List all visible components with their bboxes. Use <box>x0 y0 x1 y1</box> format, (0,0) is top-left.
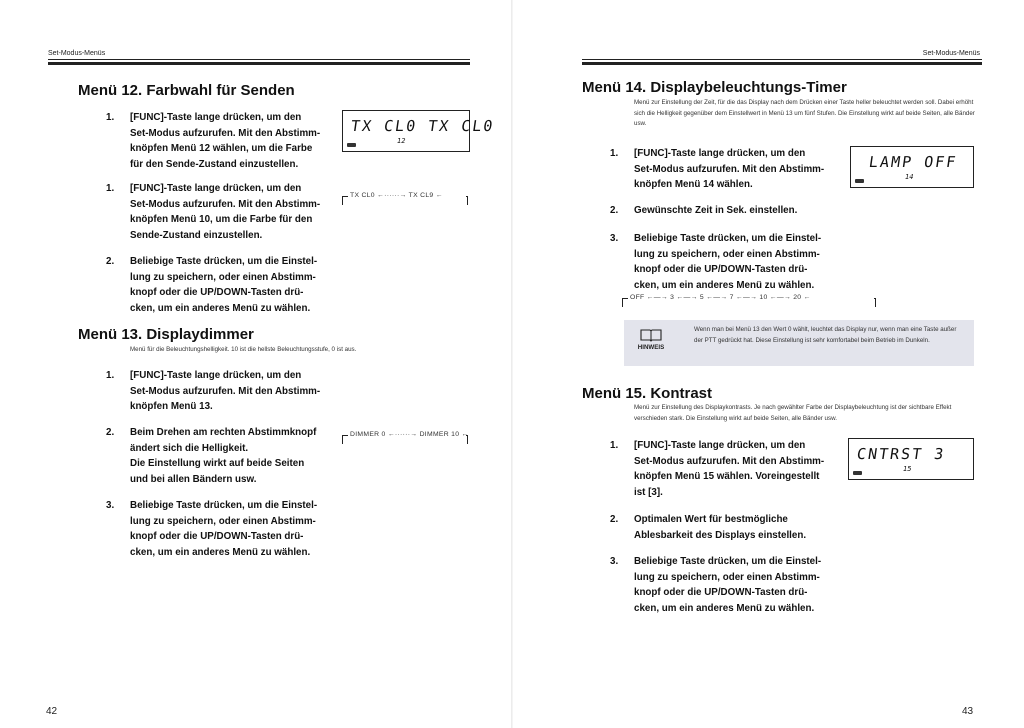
menu15-description: Menü zur Einstellung des Displaykontrasts. Je nach gewählter Farbe der Displaybeleuchtung ist der sichtbare Effekt verschieden stark. Die Einstellung wirkt auf beide Seiten, alle Bänder usw. <box>634 404 952 422</box>
step-text: [FUNC]-Taste lange drücken, um den Set-Modus aufzurufen. Mit den Abstimm- knöpfen Menü 13. <box>130 370 321 413</box>
header-rule-thin <box>582 59 982 60</box>
step-number: 2. <box>610 205 619 216</box>
sequence-bracket-right <box>875 298 876 307</box>
menu14-title: Menü 14. Displaybeleuchtungs-Timer <box>582 79 847 96</box>
page-number: 42 <box>46 706 58 717</box>
menu13-description: Menü für die Beleuchtungshelligkeit. 10 ist die hellste Beleuchtungsstufe, 0 ist aus. <box>130 346 357 353</box>
lcd-menu-number: 14 <box>905 173 914 181</box>
book-icon <box>640 328 662 342</box>
sequence-label: OFF ←—→ 3 ←—→ 5 ←—→ 7 ←—→ 10 ←—→ 20 ← <box>628 294 874 301</box>
step-text: Beliebige Taste drücken, um die Einstel- lung zu speichern, oder einen Abstimm- knopf oder die UP/DOWN-Tasten drü- cken, um ein anderes Menü zu wählen. <box>634 556 822 614</box>
sequence-label: TX CL0 ←······→ TX CL9 ← <box>348 192 466 199</box>
step-number: 2. <box>610 514 619 525</box>
step-number: 1. <box>106 112 115 123</box>
running-head: Set-Modus-Menüs <box>48 50 106 57</box>
step-text: [FUNC]-Taste lange drücken, um den Set-Modus aufzurufen. Mit den Abstimm- knöpfen Menü 10, um die Farbe für den Sende-Zustand einzustellen. <box>130 183 321 241</box>
step-text: [FUNC]-Taste lange drücken, um den Set-Modus aufzurufen. Mit den Abstimm- knöpfen Menü 15 wählen. Voreingestellt ist [3]. <box>634 440 825 498</box>
step-number: 2. <box>106 427 115 438</box>
step-number: 3. <box>610 556 619 567</box>
step-number: 1. <box>106 183 115 194</box>
sequence-label: DIMMER 0 ←······→ DIMMER 10 ← <box>350 431 469 438</box>
lcd-display-menu15 <box>848 438 974 480</box>
menu13-title: Menü 13. Displaydimmer <box>78 326 254 343</box>
menu12-value-sequence <box>342 192 468 202</box>
step-number: 1. <box>106 370 115 381</box>
step-text: Gewünschte Zeit in Sek. einstellen. <box>634 205 798 216</box>
step-text: Optimalen Wert für bestmögliche Ablesbarkeit des Displays einstellen. <box>634 514 807 541</box>
menu13-value-sequence <box>342 431 468 441</box>
step-number: 3. <box>106 500 115 511</box>
step-number: 1. <box>610 148 619 159</box>
hint-text: Wenn man bei Menü 13 den Wert 0 wählt, leuchtet das Display nur, wenn man eine Taste außer der PTT gedrückt hat. Diese Einstellung ist sehr komfortabel beim Betrieb im Dunkeln. <box>694 326 957 344</box>
running-head: Set-Modus-Menüs <box>922 50 980 57</box>
sequence-bracket-right <box>467 196 468 205</box>
step-number: 1. <box>610 440 619 451</box>
hint-label: HINWEIS <box>637 344 665 351</box>
lcd-menu-number: 15 <box>903 465 912 473</box>
step-text: [FUNC]-Taste lange drücken, um den Set-Modus aufzurufen. Mit den Abstimm- knöpfen Menü 14 wählen. <box>634 148 825 191</box>
step-text: Beliebige Taste drücken, um die Einstel- lung zu speichern, oder einen Abstimm- knopf oder die UP/DOWN-Tasten drü- cken, um ein anderes Menü zu wählen. <box>634 233 822 291</box>
hint-box <box>624 320 974 366</box>
lcd-menu-number: 12 <box>397 137 406 145</box>
sequence-bracket-left <box>622 298 623 307</box>
right-page <box>512 0 1024 728</box>
step-text: [FUNC]-Taste lange drücken, um den Set-Modus aufzurufen. Mit den Abstimm- knöpfen Menü 12 wählen, um die Farbe für den Sende-Zustand einzustellen. <box>130 112 321 170</box>
step-number: 3. <box>610 233 619 244</box>
header-rule-thin <box>48 59 470 60</box>
lcd-display-menu14 <box>850 146 974 188</box>
lcd-indicator-icon <box>853 471 862 475</box>
lcd-main-text: TX CL0 TX CL0 <box>349 117 496 135</box>
header-rule-thick <box>48 62 470 65</box>
menu12-title: Menü 12. Farbwahl für Senden <box>78 82 295 99</box>
lcd-main-text: CNTRST 3 <box>855 445 947 463</box>
step-text: Beliebige Taste drücken, um die Einstel- lung zu speichern, oder einen Abstimm- knopf oder die UP/DOWN-Tasten drü- cken, um ein anderes Menü zu wählen. <box>130 256 318 314</box>
step-text: Beim Drehen am rechten Abstimmknopf ändert sich die Helligkeit. Die Einstellung wirkt auf beide Seiten und bei allen Bändern usw. <box>130 427 317 485</box>
lcd-indicator-icon <box>855 179 864 183</box>
sequence-bracket-left <box>342 196 343 205</box>
header-rule-thick <box>582 62 982 65</box>
page-number: 43 <box>962 706 974 717</box>
menu14-description: Menü zur Einstellung der Zeit, für die das Display nach dem Drücken einer Taste heller beleuchtet werden soll. Dabei erhöht sich die Helligkeit gegenüber dem Einstellwert in Menü 13 um fünf Stufen. Die Einstellung wirkt auf beide Seiten, alle Bänder usw. <box>634 99 975 127</box>
lcd-indicator-icon <box>347 143 356 147</box>
lcd-main-text: LAMP OFF <box>867 153 959 171</box>
lcd-display-menu12 <box>342 110 496 152</box>
step-text: Beliebige Taste drücken, um die Einstel- lung zu speichern, oder einen Abstimm- knopf oder die UP/DOWN-Tasten drü- cken, um ein anderes Menü zu wählen. <box>130 500 318 558</box>
menu14-value-sequence <box>622 294 876 304</box>
sequence-bracket-left <box>342 435 343 444</box>
step-number: 2. <box>106 256 115 267</box>
menu15-title: Menü 15. Kontrast <box>582 385 713 402</box>
